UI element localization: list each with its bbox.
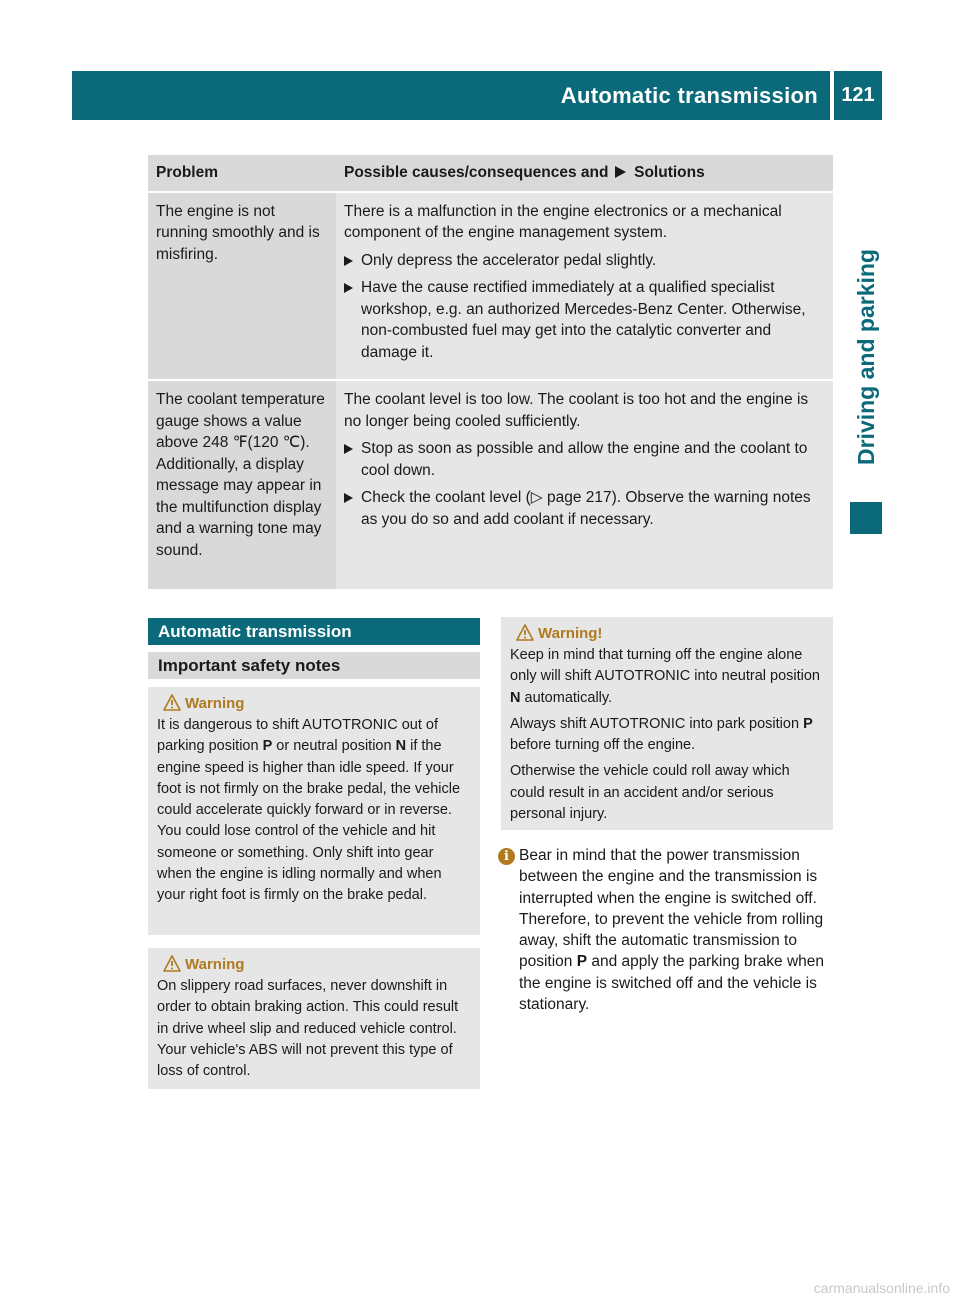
subsection-heading: Important safety notes bbox=[148, 652, 480, 679]
solution-cell bbox=[336, 192, 833, 381]
gear-position-p: P bbox=[262, 738, 273, 755]
gear-position-n: N bbox=[395, 738, 407, 755]
table-row bbox=[148, 380, 833, 590]
section-heading: Automatic transmission bbox=[148, 618, 480, 645]
info-icon: i bbox=[498, 848, 515, 865]
problem-cell: The coolant temperature gauge shows a value above 248 ℉(120 ℃). Additionally, a display message may appear in the multifunction display and a warning tone may sound. bbox=[148, 380, 336, 590]
info-text-part: and apply the parking brake when the engine is switched off and the vehicle is stationary. bbox=[519, 953, 825, 1014]
warning-text-part: Keep in mind that turning off the engine alone only will shift AUTOTRONIC into neutral position bbox=[510, 647, 820, 685]
troubleshooting-table bbox=[148, 155, 833, 591]
warning-title bbox=[157, 693, 472, 715]
cause-text: The coolant level is too low. The coolant is too hot and the engine is no longer being cooled sufficiently. bbox=[344, 391, 809, 430]
list-item bbox=[344, 438, 825, 481]
warning-text-part: automatically. bbox=[520, 689, 613, 706]
warning-title-text: Warning bbox=[185, 956, 245, 973]
column-header-problem: Problem bbox=[148, 155, 336, 192]
page-number: 121 bbox=[834, 71, 882, 120]
warning-text-part: before turning off the engine. bbox=[510, 737, 696, 754]
warning-title bbox=[510, 623, 825, 645]
warning-box-downshift bbox=[148, 948, 480, 1089]
side-tab-marker bbox=[850, 502, 882, 534]
warning-title-text: Warning bbox=[185, 695, 245, 712]
table-header-row bbox=[148, 155, 833, 192]
gear-position-p: P bbox=[803, 715, 813, 732]
warning-text bbox=[157, 715, 472, 907]
warning-triangle-icon bbox=[516, 624, 534, 641]
warning-text-part: if the engine speed is higher than idle speed. If your foot is not firmly on the brake pedal, the vehicle could accelerate quickly forward or in reverse. You could lose control of the vehicle and hit someone or something. Only shift into gear when the engine is idling normally and when your right foot is firmly on the brake pedal. bbox=[157, 738, 461, 904]
warning-triangle-icon bbox=[163, 694, 181, 711]
side-tab-label: Driving and parking bbox=[853, 249, 879, 465]
arrow-right-icon bbox=[615, 166, 626, 178]
watermark: carmanualsonline.info bbox=[813, 1280, 950, 1296]
warning-text-part: It is dangerous to shift AUTOTRONIC out of parking position bbox=[157, 717, 438, 755]
step-text: Only depress the accelerator pedal slightly. bbox=[361, 251, 657, 269]
step-text: Stop as soon as possible and allow the engine and the coolant to cool down. bbox=[361, 440, 808, 479]
cause-text: There is a malfunction in the engine electronics or a mechanical component of the engine management system. bbox=[344, 202, 782, 241]
warning-text: On slippery road surfaces, never downshift in order to obtain braking action. This could result in drive wheel slip and reduced vehicle control. Your vehicle's ABS will not prevent this type of loss of control. bbox=[157, 978, 459, 1080]
warning-title-text: Warning! bbox=[538, 625, 603, 642]
info-note bbox=[498, 845, 836, 1015]
gear-position-n: N bbox=[510, 689, 521, 706]
info-text-part: Bear in mind that the power transmission between the engine and the transmission is interrupted when the engine is switched off. Therefore, to prevent the vehicle from rolling away, shift the automatic transmission to position bbox=[519, 847, 824, 971]
step-arrow-icon bbox=[344, 283, 353, 293]
step-text: Have the cause rectified immediately at a qualified specialist workshop, e.g. an authorized Mercedes-Benz Center. Otherwise, non-combusted fuel may get into the catalytic converter and damage it. bbox=[361, 279, 806, 361]
warning-text-part: Always shift AUTOTRONIC into park position bbox=[510, 715, 804, 732]
step-arrow-icon bbox=[344, 256, 353, 266]
list-item bbox=[344, 277, 825, 363]
info-text bbox=[519, 845, 836, 1015]
column-header-solutions-prefix: Possible causes/consequences and bbox=[344, 164, 609, 181]
column-header-solutions-suffix: Solutions bbox=[634, 164, 705, 181]
warning-text-part: or neutral position bbox=[272, 738, 396, 755]
gear-position-p: P bbox=[576, 953, 588, 971]
warning-triangle-icon bbox=[163, 955, 181, 972]
warning-text bbox=[510, 645, 825, 709]
warning-text: Otherwise the vehicle could roll away which could result in an accident and/or serious personal injury. bbox=[510, 763, 790, 823]
list-item bbox=[344, 250, 825, 272]
step-text: Check the coolant level (▷ page 217). Observe the warning notes as you do so and add coolant if necessary. bbox=[361, 489, 811, 528]
problem-cell: The engine is not running smoothly and is misfiring. bbox=[148, 192, 336, 381]
step-arrow-icon bbox=[344, 493, 353, 503]
table-row bbox=[148, 192, 833, 381]
warning-box-neutral bbox=[501, 617, 833, 830]
warning-box-shift bbox=[148, 687, 480, 935]
page-title: Automatic transmission bbox=[560, 83, 818, 108]
column-header-solutions bbox=[336, 155, 833, 192]
list-item bbox=[344, 487, 825, 530]
solution-cell bbox=[336, 380, 833, 590]
warning-title bbox=[157, 954, 472, 976]
warning-text bbox=[510, 714, 825, 757]
step-arrow-icon bbox=[344, 444, 353, 454]
